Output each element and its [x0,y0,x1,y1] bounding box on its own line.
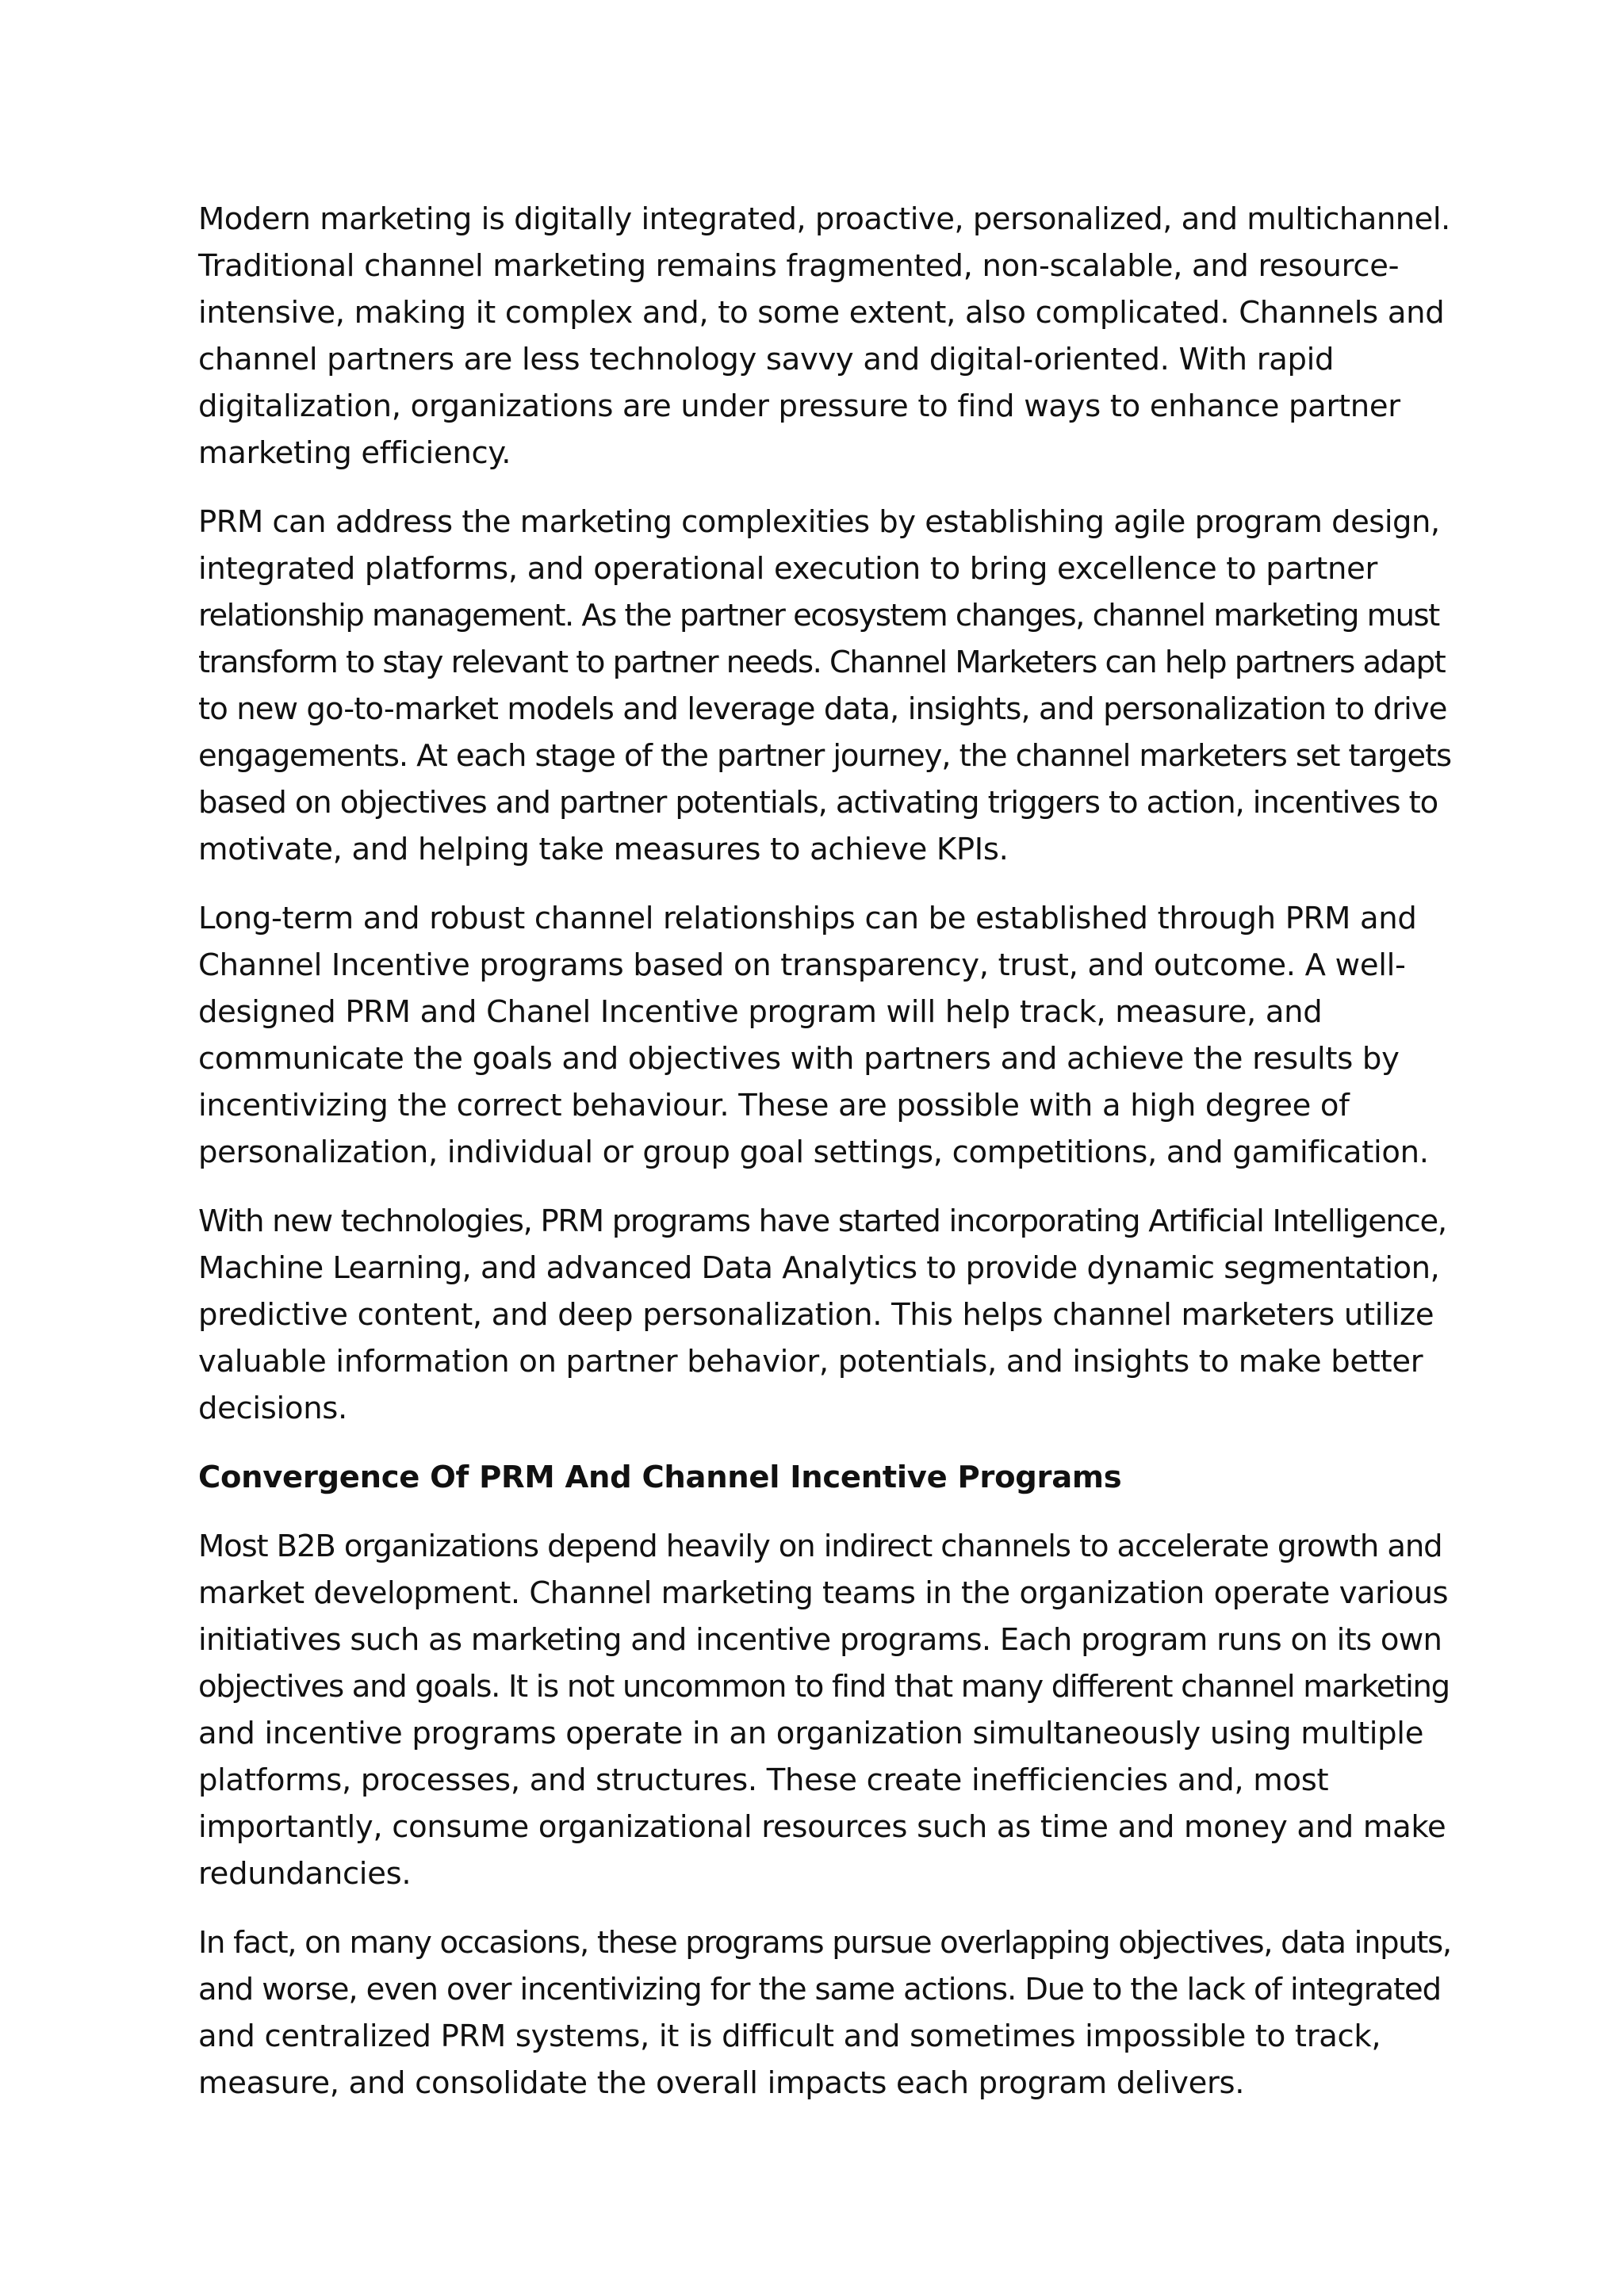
text-line: based on objectives and partner potentials, activating triggers to action, incentives to [198,785,1438,821]
text-line: platforms, processes, and structures. These create inefficiencies and, most [198,1762,1329,1798]
text-line: With new technologies, PRM programs have started incorporating Artificial Intelligence, [198,1203,1446,1239]
text-line: integrated platforms, and operational execution to bring excellence to partner [198,551,1378,587]
text-line: Traditional channel marketing remains fragmented, non-scalable, and resource- [198,248,1400,284]
text-line: Channel Incentive programs based on transparency, trust, and outcome. A well- [198,947,1406,983]
text-line: communicate the goals and objectives with partners and achieve the results by [198,1041,1400,1077]
text-line: initiatives such as marketing and incentive programs. Each program runs on its own [198,1622,1442,1658]
text-line: PRM can address the marketing complexities by establishing agile program design, [198,504,1440,540]
paragraph-1 [198,196,1451,476]
text-line: and incentive programs operate in an organization simultaneously using multiple [198,1716,1424,1751]
text-line: intensive, making it complex and, to some extent, also complicated. Channels and [198,295,1445,331]
text-line: market development. Channel marketing teams in the organization operate various [198,1575,1449,1611]
text-line: motivate, and helping take measures to achieve KPIs. [198,832,1009,867]
paragraph-6 [198,1919,1451,2107]
text-line: engagements. At each stage of the partner journey, the channel marketers set targets [198,738,1451,774]
text-line: to new go-to-market models and leverage data, insights, and personalization to drive [198,691,1447,727]
heading-text: Convergence Of PRM And Channel Incentive Programs [198,1460,1122,1495]
text-line: objectives and goals. It is not uncommon to find that many different channel marketing [198,1669,1450,1705]
text-line: measure, and consolidate the overall impacts each program delivers. [198,2065,1245,2101]
text-line: transform to stay relevant to partner needs. Channel Marketers can help partners adapt [198,645,1446,680]
text-line: Most B2B organizations depend heavily on indirect channels to accelerate growth and [198,1529,1442,1564]
text-line: channel partners are less technology savvy and digital-oriented. With rapid [198,342,1335,377]
text-line: and worse, even over incentivizing for the same actions. Due to the lack of integrated [198,1972,1441,2007]
paragraph-2 [198,499,1451,873]
document-page [198,196,1451,2129]
text-line: predictive content, and deep personalization. This helps channel marketers utilize [198,1297,1434,1333]
text-line: redundancies. [198,1856,412,1892]
text-line: designed PRM and Chanel Incentive program will help track, measure, and [198,994,1323,1030]
text-line: In fact, on many occasions, these programs pursue overlapping objectives, data inputs, [198,1925,1451,1961]
text-line: digitalization, organizations are under pressure to find ways to enhance partner [198,388,1400,424]
text-line: personalization, individual or group goal settings, competitions, and gamification. [198,1135,1429,1170]
text-line: Modern marketing is digitally integrated, proactive, personalized, and multichannel. [198,201,1450,237]
text-line: Machine Learning, and advanced Data Analytics to provide dynamic segmentation, [198,1250,1440,1286]
text-line: and centralized PRM systems, it is difficult and sometimes impossible to track, [198,2019,1381,2054]
text-line: valuable information on partner behavior, potentials, and insights to make better [198,1344,1423,1380]
section-heading [198,1454,1451,1501]
text-line: Long-term and robust channel relationships can be established through PRM and [198,901,1417,936]
text-line: relationship management. As the partner ecosystem changes, channel marketing must [198,598,1439,633]
text-line: marketing efficiency. [198,435,511,471]
paragraph-4 [198,1198,1451,1432]
text-line: decisions. [198,1391,347,1426]
paragraph-5 [198,1523,1451,1897]
text-line: incentivizing the correct behaviour. These are possible with a high degree of [198,1088,1350,1123]
paragraph-3 [198,895,1451,1176]
text-line: importantly, consume organizational resources such as time and money and make [198,1809,1446,1845]
